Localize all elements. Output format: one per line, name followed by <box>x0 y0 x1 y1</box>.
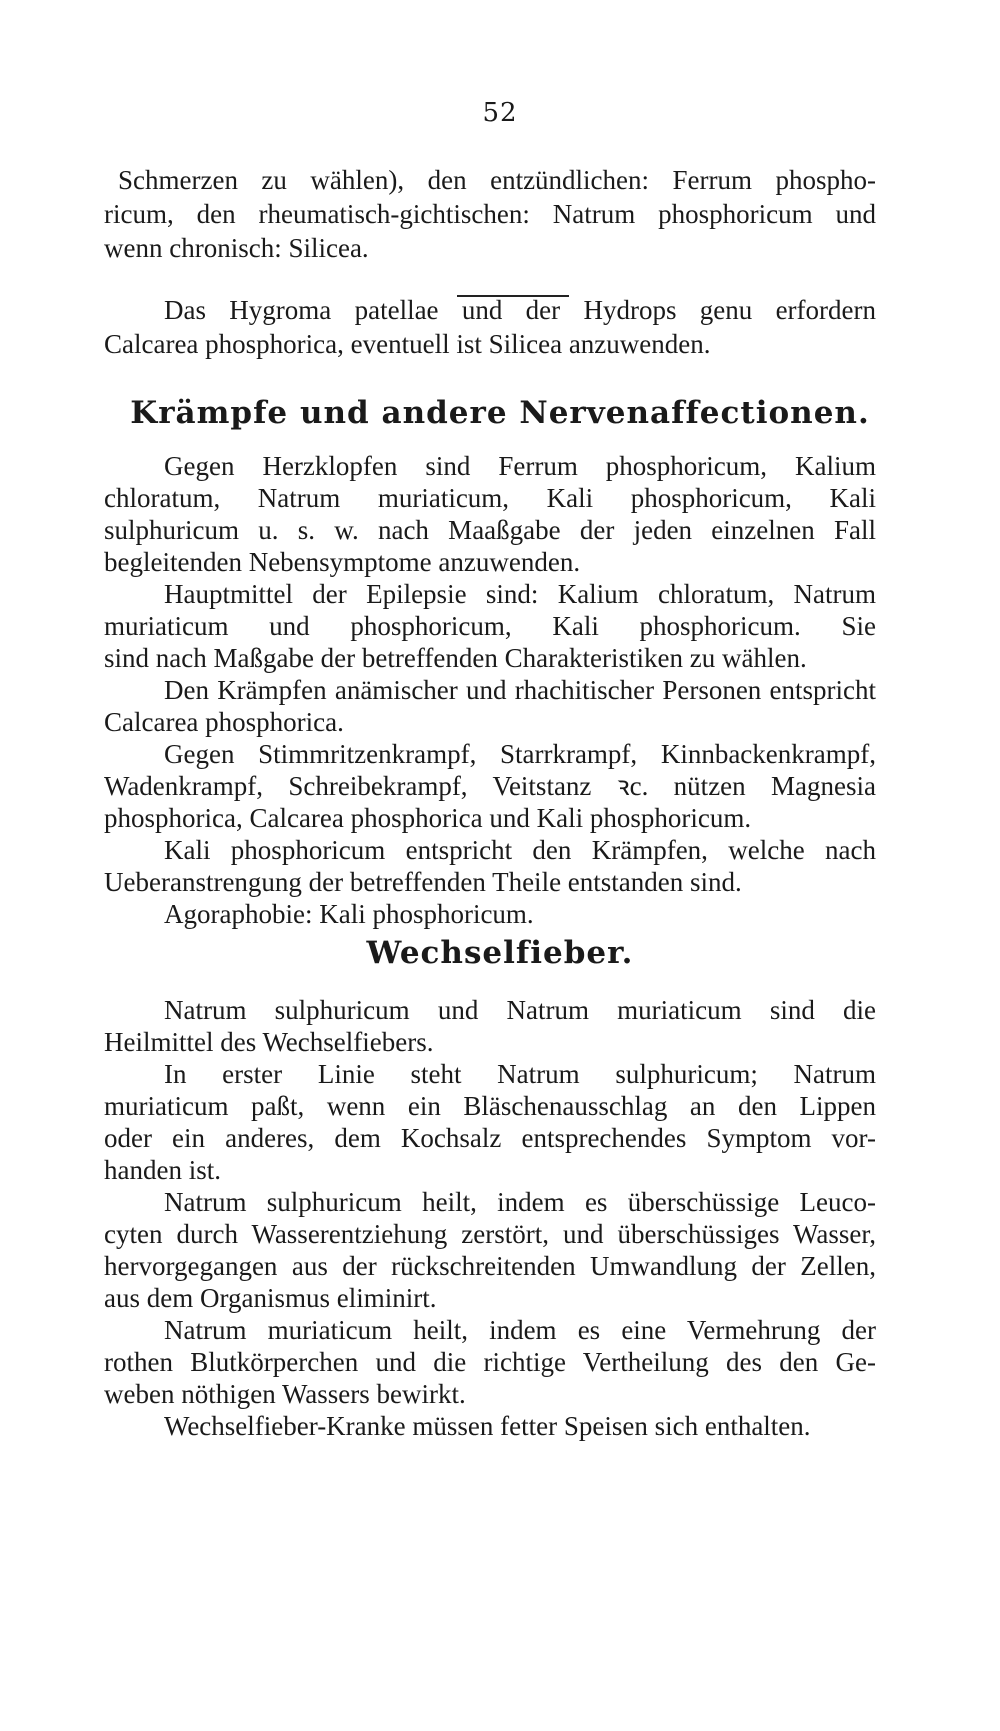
text-line: sulphuricum u. s. w. nach Maaßgabe der jeden einzelnen Fall <box>104 515 876 545</box>
text-line: cyten durch Wasserentziehung zerstört, und überschüssiges Wasser, <box>104 1219 876 1249</box>
text-line: Hauptmittel der Epilepsie sind: Kalium chloratum, Natrum <box>164 579 876 609</box>
text-line: begleitenden Nebensymptome anzuwenden. <box>104 547 581 577</box>
text-line: Heilmittel des Wechselfiebers. <box>104 1027 434 1057</box>
text-line: Calcarea phosphorica. <box>104 707 344 737</box>
text-line: Wechselfieber-Kranke müssen fetter Speisen sich enthalten. <box>164 1411 811 1441</box>
text-line: Natrum muriaticum heilt, indem es eine Vermehrung der <box>164 1315 876 1345</box>
section-heading-cramps: Krämpfe und andere Nervenaffectionen. <box>130 395 870 431</box>
text-line: muriaticum paßt, wenn ein Bläschenausschlag an den Lippen <box>104 1091 876 1121</box>
text-line: sind nach Maßgabe der betreffenden Charakteristiken zu wählen. <box>104 643 807 673</box>
text-line: Wadenkrampf, Schreibekrampf, Veitstanz ꝛc. nützen Magnesia <box>104 771 876 801</box>
text-line: ricum, den rheumatisch-gichtischen: Natrum phosphoricum und <box>104 199 876 229</box>
text-line: Den Krämpfen anämischer und rhachitischer Personen entspricht <box>164 675 876 705</box>
text-line: hervorgegangen aus der rückschreitenden Umwandlung der Zellen, <box>104 1251 876 1281</box>
page-number: 52 <box>482 98 518 128</box>
text-line: Kali phosphoricum entspricht den Krämpfen, welche nach <box>164 835 876 865</box>
text-line: handen ist. <box>104 1155 221 1185</box>
text-line: Gegen Stimmritzenkrampf, Starrkrampf, Kinnbackenkrampf, <box>164 739 876 769</box>
text-line: Natrum sulphuricum heilt, indem es überschüssige Leuco- <box>164 1187 876 1217</box>
section-heading-fever: Wechselfieber. <box>366 935 634 971</box>
text-line: phosphorica, Calcarea phosphorica und Kali phosphoricum. <box>104 803 752 833</box>
text-line: rothen Blutkörperchen und die richtige Vertheilung des den Ge- <box>104 1347 876 1377</box>
text-line: Das Hygroma patellae und der Hydrops genu erfordern <box>164 295 876 325</box>
text-line: Natrum sulphuricum und Natrum muriaticum sind die <box>164 995 876 1025</box>
text-line: Gegen Herzklopfen sind Ferrum phosphoricum, Kalium <box>164 451 876 481</box>
text-line: chloratum, Natrum muriaticum, Kali phosphoricum, Kali <box>104 483 876 513</box>
text-line: Calcarea phosphorica, eventuell ist Silicea anzuwenden. <box>104 329 711 359</box>
text-line: muriaticum und phosphoricum, Kali phosphoricum. Sie <box>104 611 876 641</box>
text-line: In erster Linie steht Natrum sulphuricum; Natrum <box>164 1059 876 1089</box>
text-line: wenn chronisch: Silicea. <box>104 233 369 263</box>
text-line: aus dem Organismus eliminirt. <box>104 1283 437 1313</box>
text-line: weben nöthigen Wassers bewirkt. <box>104 1379 466 1409</box>
text-line: oder ein anderes, dem Kochsalz entsprechendes Symptom vor- <box>104 1123 876 1153</box>
text-line: Agoraphobie: Kali phosphoricum. <box>164 899 534 929</box>
text-line: Schmerzen zu wählen), den entzündlichen: Ferrum phospho- <box>118 165 876 195</box>
text-line: Ueberanstrengung der betreffenden Theile entstanden sind. <box>104 867 742 897</box>
